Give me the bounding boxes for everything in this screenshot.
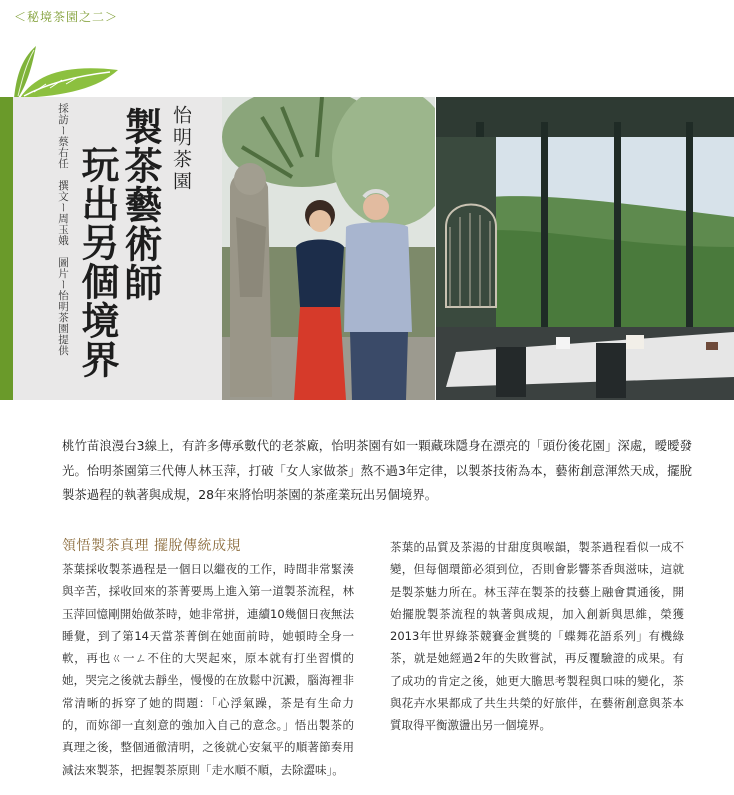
tea-leaf-icon <box>6 40 124 102</box>
photo-people-statue <box>222 97 435 400</box>
section-tag: ＜秘境茶園之二＞ <box>14 10 119 24</box>
body-column-left: 茶葉採收製茶過程是一個日以繼夜的工作，時間非常緊湊與辛苦，採收回來的茶菁要馬上進入第一道製茶流程，林玉萍回憶剛開始做茶時，她非常拼，連續10幾個日夜無法睡覺，到了第14天當茶菁倒在她面前時，她頓時全身一軟，再也ㄍ一ㄥ不住的大哭起來，原本就有打坐習慣的她，哭完之後就去靜坐，慢慢的在放鬆中沉澱，腦海裡非常清晰的拆穿了她的問題：「心浮氣躁，茶是有生命力的，而妳卻一直刻意的強加入自己的意念。」悟出製茶的真理之後，整個通徹清明，之後就心安氣平的順著節奏用減法來製茶，把握製茶原則「走水順不順，去除澀味」。 <box>62 562 354 777</box>
intro-paragraph: 桃竹苗浪漫台3線上，有許多傳承數代的老茶廠，怡明茶園有如一顆藏珠隱身在漂亮的「頭份後花園」深處，曖曖發光。怡明茶園第三代傳人林玉萍，打破「女人家做茶」熬不過3年定律，以製茶技術為本，藝術創意渾然天成，擺脫製茶過程的執著與成規，28年來將怡明茶園的茶產業玩出另個境界。 <box>62 438 692 502</box>
title-panel <box>13 97 222 400</box>
credits: 採訪ー蔡右任 撰文ー周玉娥 圖片ー怡明茶園提供 <box>57 103 69 356</box>
subtitle: 怡明茶園 <box>170 105 192 193</box>
title-line-1: 製茶藝術師 <box>118 107 163 302</box>
section-heading: 領悟製茶真理 擺脫傳統成規 <box>62 538 241 554</box>
photo-tea-house <box>436 97 734 400</box>
body-column-right: 茶葉的品質及茶湯的甘甜度與喉韻，製茶過程看似一成不變，但每個環節必須到位，否則會影響茶香與滋味，這就是製茶魅力所在。林玉萍在製茶的技藝上融會貫通後，開始擺脫製茶流程的執著與成規，加入創新與思維，榮獲2013年世界綠茶競賽金賞獎的「蝶舞花語系列」有機綠茶，就是她經過2年的失敗嘗試，再反覆驗證的成果。有了成功的肯定之後，她更大膽思考製程與口味的變化，茶與花卉水果都成了共生共榮的好旅伴，在藝術創意與茶本質取得平衡激盪出另一個境界。 <box>390 540 684 733</box>
title-line-2: 玩出另個境界 <box>75 145 120 379</box>
accent-bar <box>0 97 13 400</box>
